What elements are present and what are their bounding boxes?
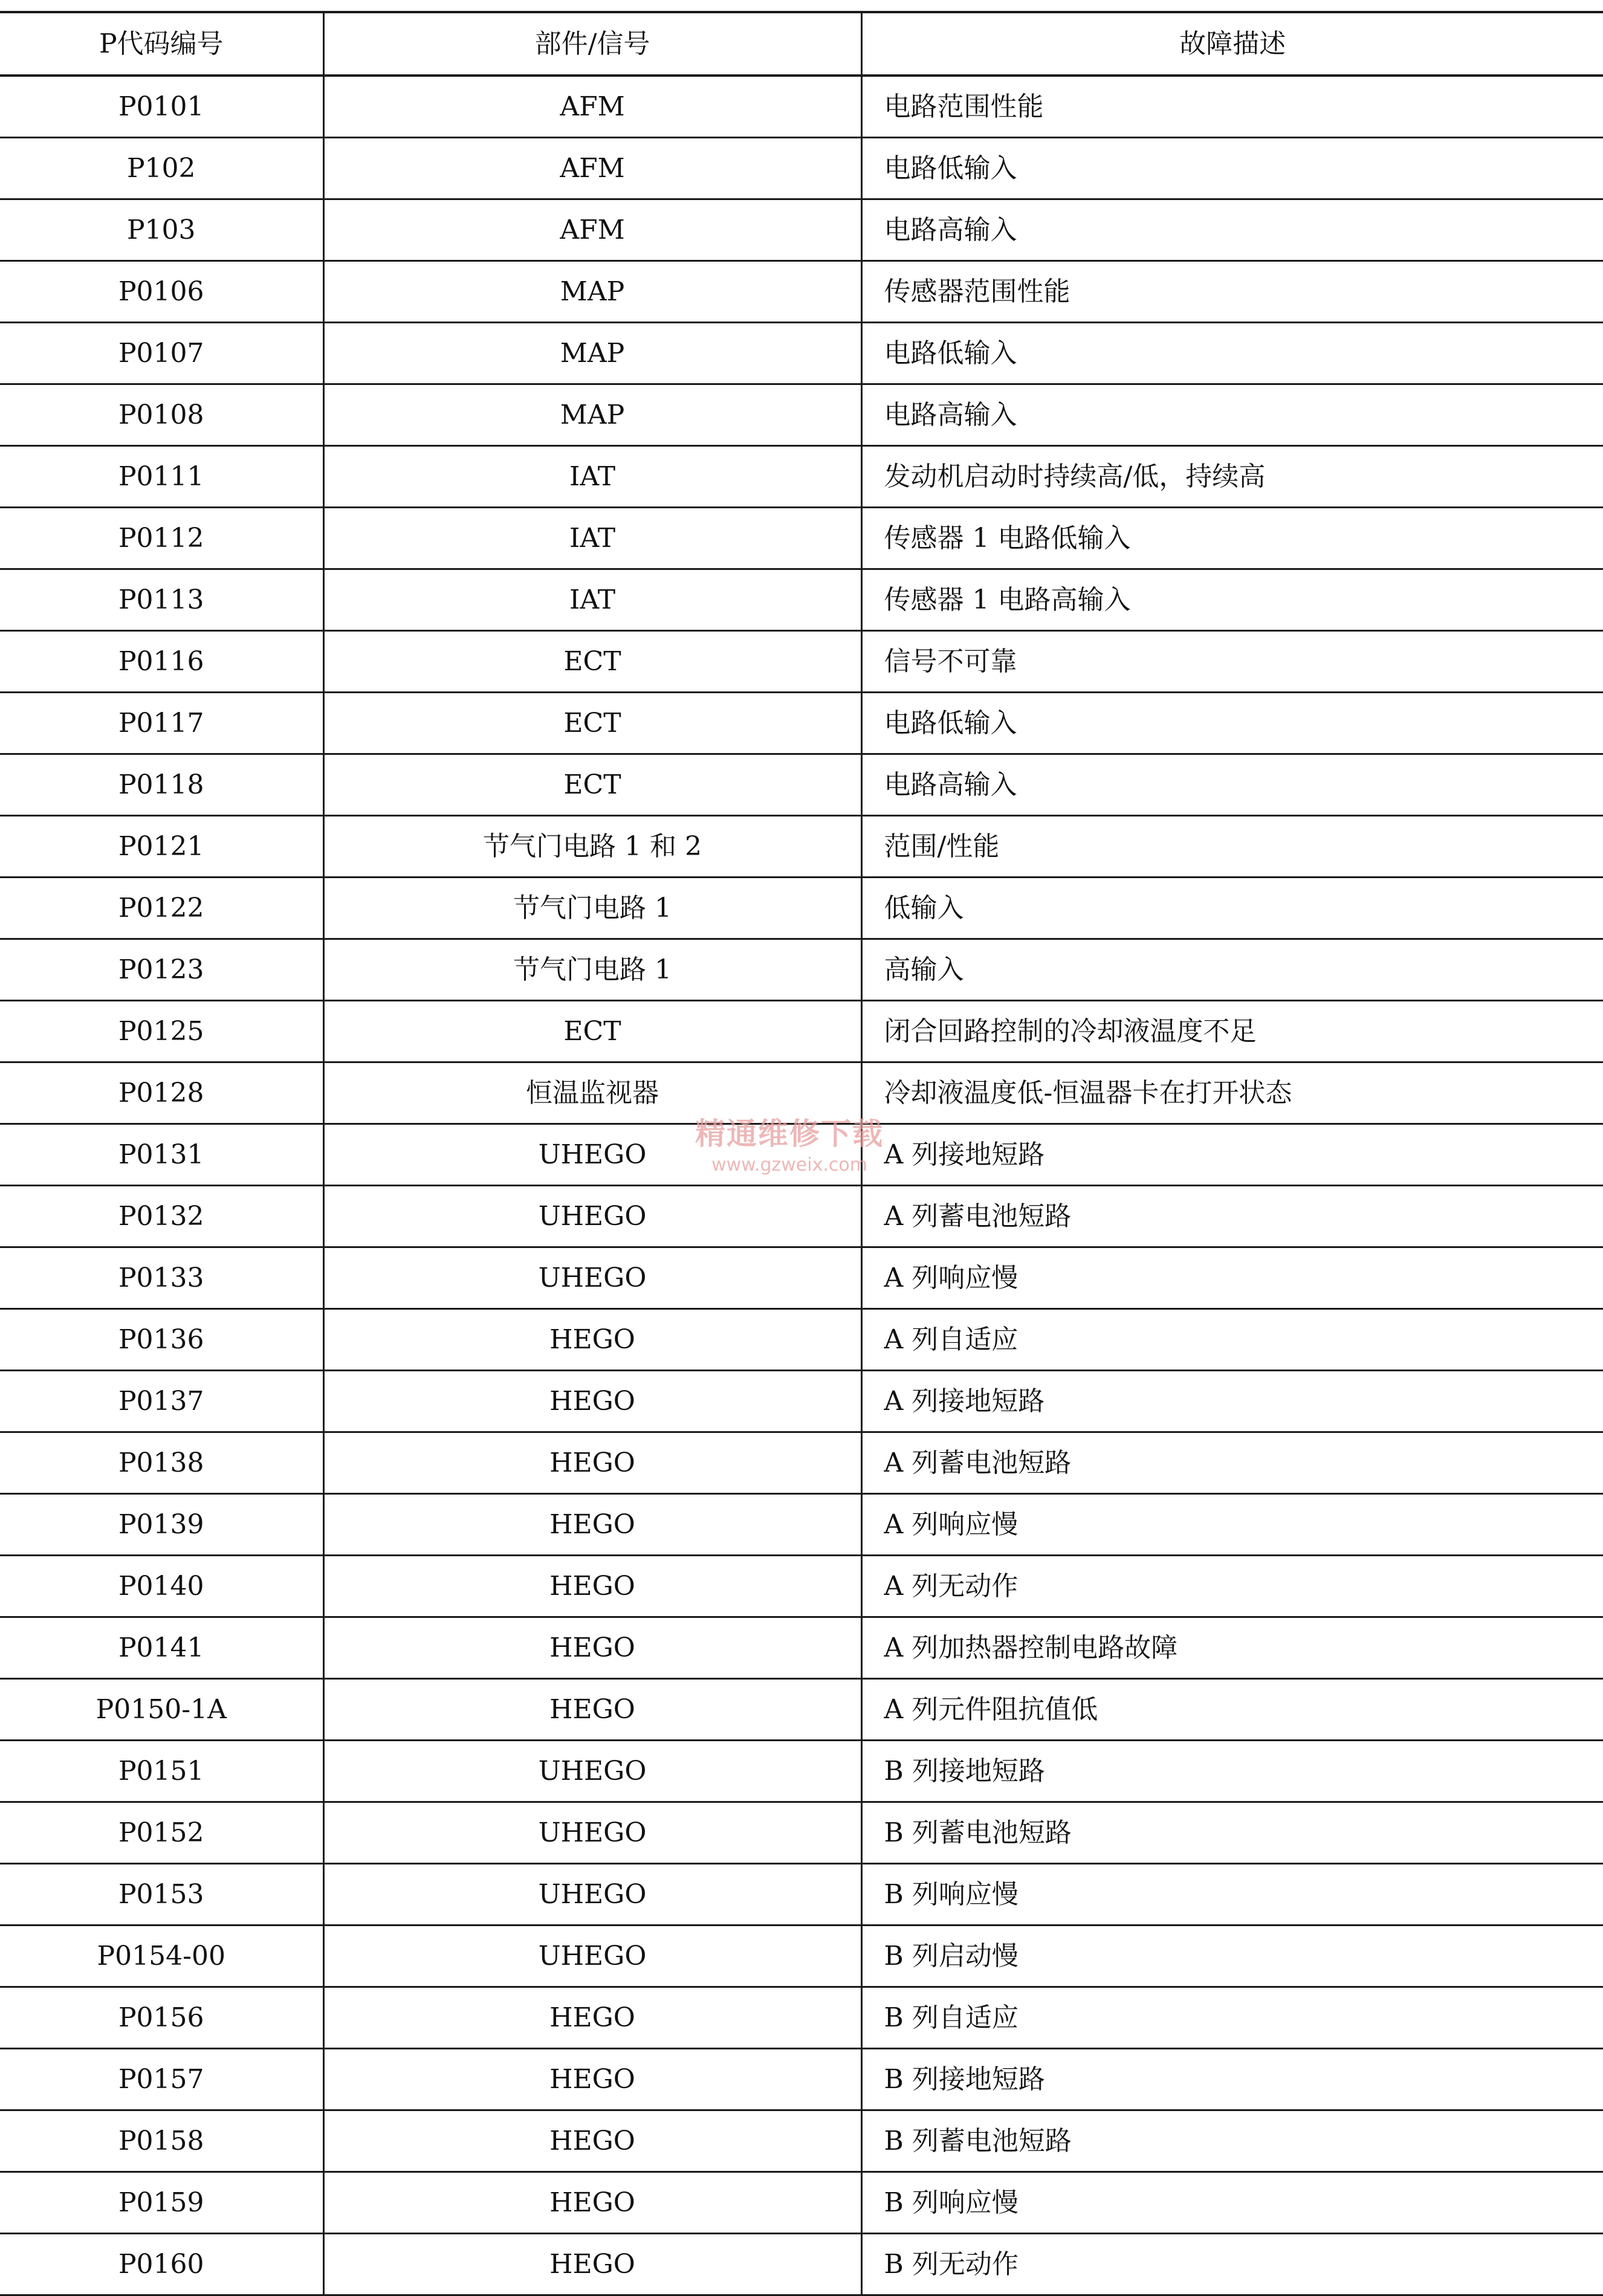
cell-code: P0150-1A	[0, 1679, 323, 1741]
cell-description: B 列响应慢	[861, 2172, 1603, 2234]
cell-component: 节气门电路 1	[323, 878, 861, 939]
cell-code: P0160	[0, 2234, 323, 2295]
table-row	[0, 1309, 1603, 1371]
cell-code: P0122	[0, 878, 323, 939]
table-row	[0, 384, 1603, 446]
cell-description: 传感器 1 电路高输入	[861, 569, 1603, 631]
cell-description: 信号不可靠	[861, 631, 1603, 693]
table-row	[0, 1864, 1603, 1926]
header-row	[0, 12, 1603, 76]
cell-description: 电路范围性能	[861, 76, 1603, 138]
cell-description: B 列接地短路	[861, 1741, 1603, 1802]
cell-component: HEGO	[323, 1617, 861, 1679]
cell-component: HEGO	[323, 2110, 861, 2172]
cell-description: 冷却液温度低-恒温器卡在打开状态	[861, 1062, 1603, 1124]
cell-component: HEGO	[323, 1309, 861, 1371]
cell-component: UHEGO	[323, 1741, 861, 1802]
table-row	[0, 1001, 1603, 1062]
cell-code: P0154-00	[0, 1926, 323, 1987]
cell-description: 闭合回路控制的冷却液温度不足	[861, 1001, 1603, 1062]
cell-description: 高输入	[861, 939, 1603, 1001]
cell-component: IAT	[323, 508, 861, 569]
cell-code: P0137	[0, 1371, 323, 1432]
cell-description: A 列自适应	[861, 1309, 1603, 1371]
cell-description: B 列接地短路	[861, 2049, 1603, 2110]
table-row	[0, 138, 1603, 199]
table-row	[0, 693, 1603, 754]
cell-code: P0113	[0, 569, 323, 631]
cell-code: P0138	[0, 1432, 323, 1494]
table-row	[0, 1987, 1603, 2049]
cell-description: B 列无动作	[861, 2234, 1603, 2295]
cell-description: 电路高输入	[861, 384, 1603, 446]
table-row	[0, 2172, 1603, 2234]
table-row	[0, 1371, 1603, 1432]
cell-component: AFM	[323, 138, 861, 199]
table-row	[0, 1432, 1603, 1494]
cell-code: P0153	[0, 1864, 323, 1926]
cell-description: A 列蓄电池短路	[861, 1186, 1603, 1247]
watermark-title: 精通维修下载	[695, 1116, 884, 1151]
cell-code: P0108	[0, 384, 323, 446]
table-row	[0, 2110, 1603, 2172]
cell-description: 电路低输入	[861, 138, 1603, 199]
cell-description: A 列响应慢	[861, 1247, 1603, 1309]
cell-code: P0116	[0, 631, 323, 693]
table-row	[0, 1802, 1603, 1864]
table-header	[0, 12, 1603, 76]
table-row	[0, 323, 1603, 384]
cell-component: MAP	[323, 261, 861, 323]
cell-component: MAP	[323, 323, 861, 384]
cell-component: ECT	[323, 1001, 861, 1062]
table-row	[0, 939, 1603, 1001]
cell-component: IAT	[323, 446, 861, 508]
table-row	[0, 1617, 1603, 1679]
cell-description: A 列接地短路	[861, 1124, 1603, 1186]
table-row	[0, 1062, 1603, 1124]
cell-description: A 列无动作	[861, 1556, 1603, 1617]
cell-component: 恒温监视器	[323, 1062, 861, 1124]
table-row	[0, 261, 1603, 323]
table-row	[0, 816, 1603, 878]
cell-component: UHEGO	[323, 1926, 861, 1987]
cell-description: 低输入	[861, 878, 1603, 939]
cell-description: B 列蓄电池短路	[861, 2110, 1603, 2172]
cell-code: P0125	[0, 1001, 323, 1062]
cell-code: P0112	[0, 508, 323, 569]
table-row	[0, 2049, 1603, 2110]
cell-description: 电路低输入	[861, 693, 1603, 754]
cell-code: P0131	[0, 1124, 323, 1186]
cell-component: UHEGO	[323, 1247, 861, 1309]
cell-description: A 列加热器控制电路故障	[861, 1617, 1603, 1679]
cell-component: ECT	[323, 631, 861, 693]
cell-component: AFM	[323, 76, 861, 138]
table-row	[0, 754, 1603, 816]
cell-component: HEGO	[323, 2172, 861, 2234]
table-row	[0, 199, 1603, 261]
cell-code: P0101	[0, 76, 323, 138]
cell-description: B 列响应慢	[861, 1864, 1603, 1926]
table-row	[0, 76, 1603, 138]
cell-description: B 列蓄电池短路	[861, 1802, 1603, 1864]
table-row	[0, 1926, 1603, 1987]
table-row	[0, 446, 1603, 508]
cell-code: P0152	[0, 1802, 323, 1864]
cell-component: HEGO	[323, 1556, 861, 1617]
cell-component: UHEGO	[323, 1802, 861, 1864]
cell-component: HEGO	[323, 1987, 861, 2049]
table-body	[0, 76, 1603, 2295]
cell-description: 发动机启动时持续高/低，持续高	[861, 446, 1603, 508]
cell-description: 电路高输入	[861, 754, 1603, 816]
cell-code: P0123	[0, 939, 323, 1001]
cell-component: UHEGO	[323, 1124, 861, 1186]
cell-code: P0132	[0, 1186, 323, 1247]
cell-description: A 列响应慢	[861, 1494, 1603, 1556]
cell-description: 传感器范围性能	[861, 261, 1603, 323]
cell-component: MAP	[323, 384, 861, 446]
table-row	[0, 878, 1603, 939]
table-row	[0, 1556, 1603, 1617]
table-row	[0, 1186, 1603, 1247]
cell-description: A 列元件阻抗值低	[861, 1679, 1603, 1741]
cell-code: P103	[0, 199, 323, 261]
cell-code: P0151	[0, 1741, 323, 1802]
cell-component: UHEGO	[323, 1186, 861, 1247]
cell-description: B 列自适应	[861, 1987, 1603, 2049]
table-row	[0, 1679, 1603, 1741]
cell-code: P0128	[0, 1062, 323, 1124]
table-row	[0, 1741, 1603, 1802]
cell-component: HEGO	[323, 1371, 861, 1432]
header-component: 部件/信号	[323, 12, 861, 76]
cell-component: 节气门电路 1	[323, 939, 861, 1001]
cell-component: HEGO	[323, 1432, 861, 1494]
cell-code: P0111	[0, 446, 323, 508]
cell-code: P0140	[0, 1556, 323, 1617]
table-row	[0, 508, 1603, 569]
cell-description: 电路高输入	[861, 199, 1603, 261]
table-row	[0, 1247, 1603, 1309]
cell-component: IAT	[323, 569, 861, 631]
cell-code: P0139	[0, 1494, 323, 1556]
cell-description: B 列启动慢	[861, 1926, 1603, 1987]
table-row	[0, 631, 1603, 693]
cell-code: P0159	[0, 2172, 323, 2234]
table-row	[0, 1124, 1603, 1186]
cell-code: P0117	[0, 693, 323, 754]
cell-component: HEGO	[323, 1494, 861, 1556]
cell-code: P0107	[0, 323, 323, 384]
header-description: 故障描述	[861, 12, 1603, 76]
cell-component: 节气门电路 1 和 2	[323, 816, 861, 878]
cell-code: P0156	[0, 1987, 323, 2049]
cell-code: P0157	[0, 2049, 323, 2110]
cell-component: HEGO	[323, 1679, 861, 1741]
cell-description: A 列蓄电池短路	[861, 1432, 1603, 1494]
cell-code: P0133	[0, 1247, 323, 1309]
cell-description: 范围/性能	[861, 816, 1603, 878]
cell-description: 传感器 1 电路低输入	[861, 508, 1603, 569]
cell-code: P0158	[0, 2110, 323, 2172]
cell-component: ECT	[323, 693, 861, 754]
cell-description: 电路低输入	[861, 323, 1603, 384]
cell-code: P0118	[0, 754, 323, 816]
table-row	[0, 2234, 1603, 2295]
cell-code: P0121	[0, 816, 323, 878]
fault-code-table	[0, 11, 1603, 2296]
cell-component: HEGO	[323, 2049, 861, 2110]
cell-component: ECT	[323, 754, 861, 816]
cell-description: A 列接地短路	[861, 1371, 1603, 1432]
cell-code: P0141	[0, 1617, 323, 1679]
table-row	[0, 1494, 1603, 1556]
fault-code-document	[0, 11, 1603, 2296]
table-row	[0, 569, 1603, 631]
header-code: P代码编号	[0, 12, 323, 76]
cell-component: AFM	[323, 199, 861, 261]
watermark-url: www.gzweix.com	[711, 1154, 867, 1175]
cell-code: P102	[0, 138, 323, 199]
cell-code: P0106	[0, 261, 323, 323]
cell-component: HEGO	[323, 2234, 861, 2295]
cell-code: P0136	[0, 1309, 323, 1371]
cell-component: UHEGO	[323, 1864, 861, 1926]
